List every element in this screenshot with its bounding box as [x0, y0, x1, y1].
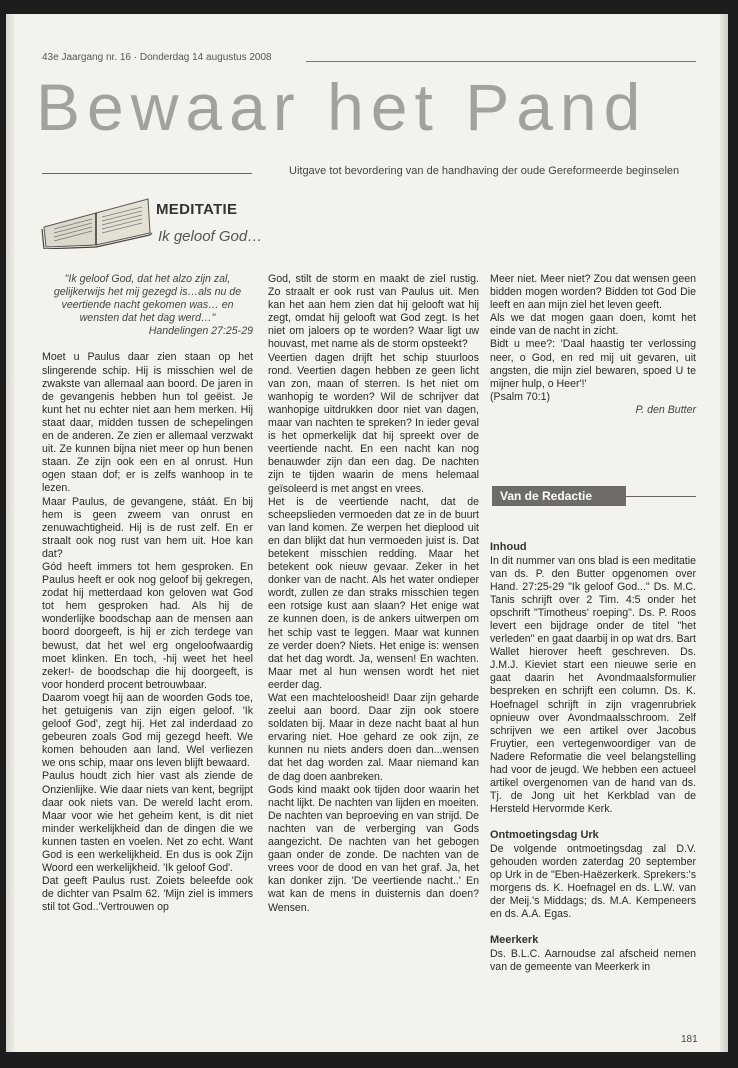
paragraph: In dit nummer van ons blad is een meditatie van ds. P. den Butter opgenomen over Hand. 27:25-29 "Ik geloof God..." Ds. M.C. Tanis schrijft over 2 Tim. 4:5 onder het opschrift "Timotheus' roeping". Ds. P. Roos levert een bijdrage onder de titel "het verleden" en gaat daarbij in op wat drs. Bart Wallet hierover heeft geschreven. Ds. J.M.J. Kieviet start een nieuwe serie en gaat daarin het Avondmaalsformulier bespreken en schrijft een column. Ds. K. Hoefnagel schrijft in zijn vragenrubriek opnieuw over Avondmaalsschroom. Zelf schrijven we een artikel over Jacobus Fruytier, een vertegenwoordiger van de Nadere Reformatie die veel belangstelling had voor de jeugd. We hebben een actueel artikel overgenomen van de hand van ds. Tj. de Jong uit het Kerkblad van de Hersteld Hervormde Kerk.: [490, 554, 696, 816]
paragraph: Veertien dagen drijft het schip stuurloos rond. Veertien dagen hebben ze geen licht van zon, maan of sterren. Is het niet om wanhopig te worden? Wil de schrijver dat wanhopige uitdrukken door niet van dagen, maar van nachten te spreken? In ieder geval is het opmerkelijk dat hij spreekt over de veertiende nacht. En een nacht kan nog benauwder zijn dan een dag. De nachten zijn te tijden waarin de mens helemaal geïsoleerd is met angst en vrees.: [268, 351, 479, 495]
scripture-quote: "Ik geloof God, dat het alzo zijn zal, gelijkerwijs het mij gezegd is…als nu de veertiende nacht gekomen was… en wensten dat het dag werd…": [53, 273, 242, 325]
paragraph: De volgende ontmoetingsdag zal D.V. gehouden worden zaterdag 20 september op Urk in de "Eben-Haëzerkerk. Sprekers:'s morgens ds. K. Hoefnagel en ds. L.W. van der Meij.'s Middags; ds. M.A. Kempeneers en ds. A.A. Egas.: [490, 842, 696, 921]
paragraph: (Psalm 70:1): [490, 390, 551, 403]
page-edge: [720, 14, 728, 1052]
paragraph: Bidt u mee?: 'Daal haastig ter verlossing neer, o God, en red mij uit gevaren, uit angsten, die mijn ziel bewaren, spoed U te mijner hulp, o Heer'!': [490, 338, 696, 390]
paragraph: Ds. B.L.C. Aarnoudse zal afscheid nemen van de gemeente van Meerkerk in: [490, 947, 696, 974]
paragraph: Daarom voegt hij aan de woorden Gods toe, het getuigenis van zijn eigen geloof. 'Ik geloof God', zegt hij. Het zal inderdaad zo gebeuren zoals God mij gezegd heeft. We komen behouden aan land. Wel verliezen we ons schip, maar ons leven blijft bewaard.: [42, 691, 253, 770]
author-signature: P. den Butter: [635, 403, 696, 416]
section-heading: Inhoud: [490, 541, 527, 553]
page-number: 181: [681, 1034, 698, 1045]
paragraph: Moet u Paulus daar zien staan op het slingerende schip. Hij is misschien wel de zwakste van allemaal aan boord. De jaren in de gevangenis hebben hun tol geëist. Je kunt het nu echter niet aan hem merken. Hij staat daar, midden tussen de schepelingen en de anderen. Ze zien er allemaal verzwakt uit. Ze kunnen bijna niet meer op hun benen staan. Ze zijn ook een en al onrust. Hun ogen staan dof; er is zelfs wanhoop in te lezen.: [42, 351, 253, 495]
paragraph: Gód heeft immers tot hem gesproken. En Paulus heeft er ook nog geloof bij gekregen, zodat hij metterdaad kon geloven wat God tot hem gesproken had. Als hij de wonderlijke boodschap aan de mensen aan boord doorgeeft, is hij er zich terdege van bewust, dat het wel erg ongeloofwaardig moet klinken. En toch, -hij weet het heel zeker!- de boodschap die hij doorgeeft, is voor honderd procent betrouwbaar.: [42, 560, 253, 691]
paragraph: Maar Paulus, de gevangene, stáát. En bij hem is geen zweem van onrust en zenuwachtigheid. Hij is de rust zelf. En er straalt ook nog rust van hem uit. Hoe kan dat?: [42, 495, 253, 560]
paragraph: God, stilt de storm en maakt de ziel rustig. Zo straalt er ook rust van Paulus uit. Men kan het aan hem zien dat hij gelooft wat hij zegt, omdat hij gelooft wat God zegt. Is het niet om jaloers op te worden? Waar ligt uw houvast, met name als de storm opsteekt?: [268, 273, 479, 351]
column-1: [42, 273, 253, 915]
meditation-heading: MEDITATIE: [156, 201, 238, 218]
scripture-reference: Handelingen 27:25-29: [148, 325, 253, 338]
paragraph: Dat geeft Paulus rust. Zoiets beleefde ook de dichter van Psalm 62. 'Mijn ziel is immers stil tot God..'Vertrouwen op: [42, 875, 253, 914]
section-heading: Meerkerk: [490, 934, 539, 947]
paragraph: Meer niet. Meer niet? Zou dat wensen geen bidden mogen worden? Bidden tot God Die leeft en aan mijn ziel het leven geeft.: [490, 273, 696, 312]
newspaper-page: [6, 14, 728, 1052]
paragraph: Het is de veertiende nacht, dat de scheepslieden vermoeden dat ze in de buurt van land komen. Ze werpen het dieplood uit en dan blijkt dat hun vermoeden juist is. Dat betekent misschien redding. Maar het betekent ook nieuw gevaar. Zeker in het donker van de nacht. Als het water ondieper wordt, zullen ze dan straks misschien tegen een rotsige kust aan slaan? Het enige wat ze kunnen doen, is de ankers uitwerpen om het schip vast te leggen. Maar wat kunnen ze verder doen? Niets. Het enige is: wensen dat het dag wordt. Ja, wensen! En wachten. Maar met al hun wensen wordt het niet eerder dag.: [268, 495, 479, 691]
column-3: [490, 273, 696, 417]
section-banner: Van de Redactie: [492, 486, 626, 506]
masthead-title: Bewaar het Pand: [36, 70, 648, 144]
masthead-subtitle: Uitgave tot bevordering van de handhaving der oude Gereformeerde beginselen: [289, 165, 680, 177]
banner-rule: [626, 496, 696, 497]
meditation-subheading: Ik geloof God…: [158, 228, 263, 245]
paragraph: Als we dat mogen gaan doen, komt het einde van de nacht in zicht.: [490, 312, 696, 338]
paragraph: Paulus houdt zich hier vast als ziende de Onzienlijke. Wie daar niets van kent, begrijpt daar ook niets van. De wereld lacht erom. Maar voor wie het geheim kent, is dit niet minder werkelijkheid dan de dingen die we kunnen tasten en voelen. Net zo echt. Want God is een werkelijkheid. En dus is ook Zijn Woord een werkelijkheid. 'Ik geloof God'.: [42, 770, 253, 875]
paragraph: Gods kind maakt ook tijden door waarin het nacht lijkt. De nachten van lijden en moeiten. De nachten van beproeving en van strijd. De nachten van de verberging van Gods aangezicht. De nachten van het gebogen gaan onder de zonde. De nachten van de vrees voor de dood en van het graf. Ja, het kan donker zijn. 'De veertiende nacht..' En wat kan de mens in duisternis dan doen? Wensen.: [268, 783, 479, 914]
column-2: [268, 273, 479, 915]
open-bible-icon: [40, 187, 154, 249]
section-heading: Ontmoetingsdag Urk: [490, 829, 599, 842]
redactie-column: [490, 541, 696, 974]
paragraph: Wat een machteloosheid! Daar zijn geharde zeelui aan boord. Daar zijn ook stoere soldaten bij. Maar in deze nacht baat al hun ervaring niet. Hoe gehard ze ook zijn, ze kunnen nu niets anders doen dan...wensen dat het dag worden zal. Maar niemand kan de dag doen aanbreken.: [268, 692, 479, 783]
subtitle-rule: [42, 173, 252, 174]
page-spine: [6, 14, 15, 1052]
header-rule: [306, 61, 696, 62]
issue-line: 43e Jaargang nr. 16 · Donderdag 14 augustus 2008: [42, 52, 272, 63]
